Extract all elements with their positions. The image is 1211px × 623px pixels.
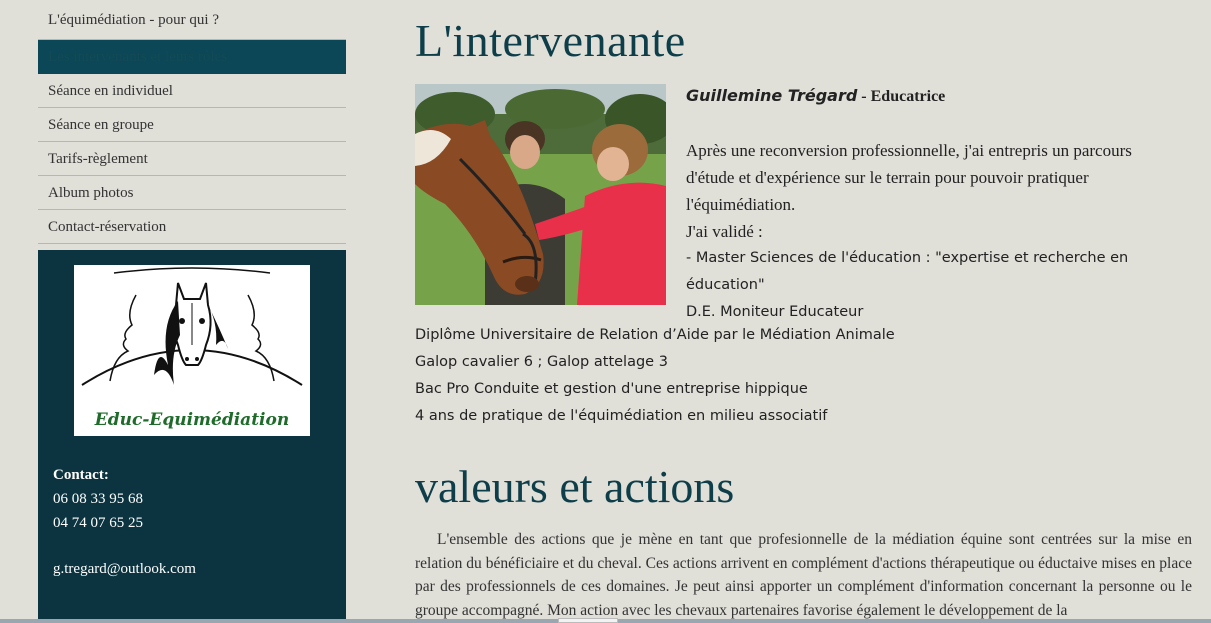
contact-block (53, 463, 196, 581)
scrollbar-thumb[interactable] (558, 618, 618, 623)
nav-item-intervenants[interactable]: Les intervenants et leurs rôles (38, 40, 346, 74)
bio-block (686, 137, 1176, 326)
qualification-master: - Master Sciences de l'éducation : "expertise et recherche en éducation" (686, 250, 1129, 293)
intervenante-name: Guillemine Trégard (686, 86, 858, 105)
qualification-du: Diplôme Universitaire de Relation d’Aide par le Médiation Animale (415, 327, 895, 343)
section-title-valeurs: valeurs et actions (415, 461, 735, 512)
intervenante-name-line (686, 86, 945, 106)
section-text-valeurs: L'ensemble des actions que je mène en tant que profesionnelle de la médiation équine sont centrées sur la mise en relation du bénéficiaire et du cheval. Ces actions arrivent en complément d'actions thérapeutique ou éductaive mises en place par des professionnels de ces domaines. Je peut ainsi apporter un complément d'information concernant la personne ou le groupe accompagné. Mon action avec les chevaux partenaires favorise également le développement de la (415, 531, 1192, 619)
nav-item-contact-reservation[interactable]: Contact-réservation (38, 210, 346, 244)
qualification-pratique: 4 ans de pratique de l'équimédiation en milieu associatif (415, 408, 828, 424)
contact-email[interactable]: g.tregard@outlook.com (53, 561, 196, 577)
sidebar-panel (38, 250, 346, 623)
bio-validated-label: J'ai validé : (686, 222, 763, 241)
bio-intro: Après une reconversion professionnelle, j'ai entrepris un parcours d'étude et d'expérience sur le terrain pour pouvoir pratiquer l'équimédiation. (686, 141, 1132, 214)
nav-item-seance-individuel[interactable]: Séance en individuel (38, 74, 346, 108)
nav-item-pour-qui[interactable]: L'équimédiation - pour qui ? (38, 0, 346, 40)
sidebar (38, 0, 346, 623)
qualification-de: D.E. Moniteur Educateur (686, 304, 864, 320)
intervenante-role: - Educatrice (857, 88, 946, 105)
nav-item-album-photos[interactable]: Album photos (38, 176, 346, 210)
contact-phone-1: 06 08 33 95 68 (53, 491, 143, 507)
intervenante-photo (415, 84, 666, 305)
photo-horse-women-icon (415, 84, 666, 305)
site-logo[interactable] (74, 265, 310, 436)
qualification-bac-pro: Bac Pro Conduite et gestion d'une entreprise hippique (415, 381, 808, 397)
contact-label: Contact: (53, 467, 109, 483)
nav-menu (38, 0, 346, 244)
logo-text: Educ-Equimédiation (94, 410, 290, 430)
nav-item-seance-groupe[interactable]: Séance en groupe (38, 108, 346, 142)
nav-item-tarifs[interactable]: Tarifs-règlement (38, 142, 346, 176)
page-title: L'intervenante (415, 15, 686, 66)
qualification-galop: Galop cavalier 6 ; Galop attelage 3 (415, 354, 668, 370)
contact-phone-2: 04 74 07 65 25 (53, 515, 143, 531)
